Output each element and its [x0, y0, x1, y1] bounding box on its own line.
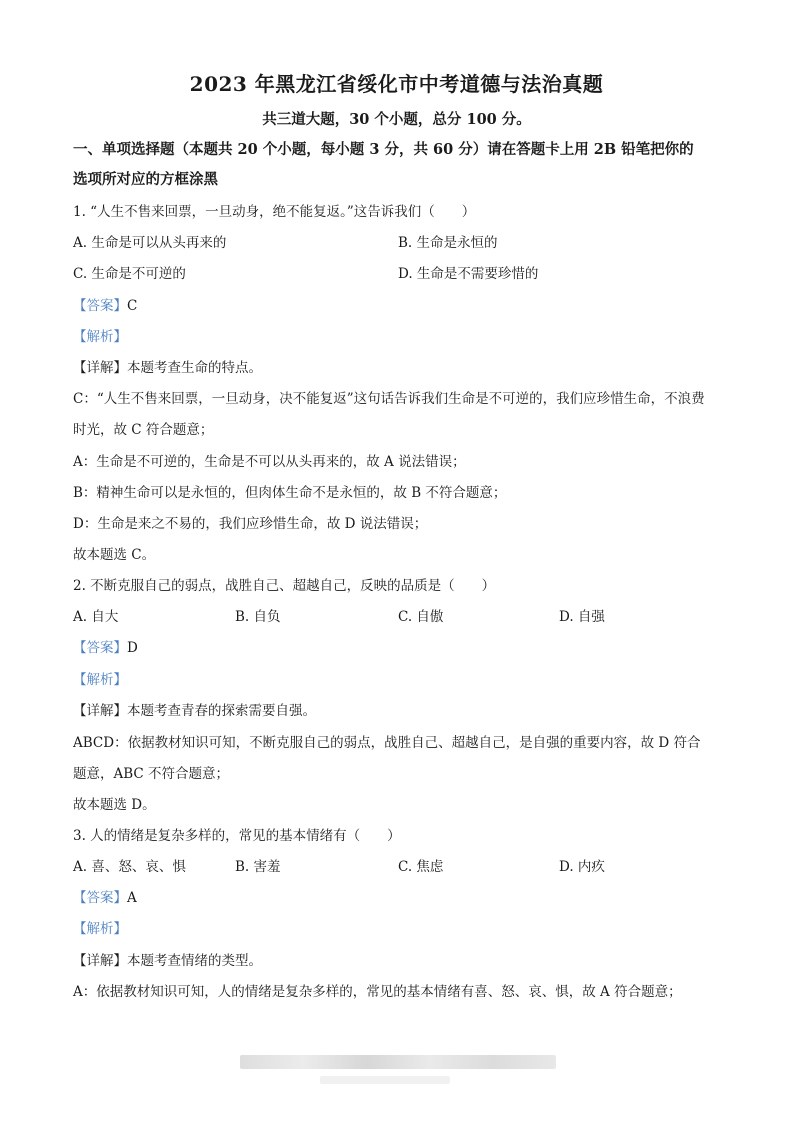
- question-1-stem: 1. “人生不售来回票，一旦动身，绝不能复返。”这告诉我们（ ）: [73, 204, 476, 220]
- page-subtitle: 共三道大题，30 个小题，总分 100 分。: [262, 111, 531, 128]
- question-1-conclusion: 故本题选 C。: [73, 547, 156, 563]
- question-1-option-a: A. 生命是可以从头再来的: [73, 235, 227, 251]
- question-1-option-b: B. 生命是永恒的: [398, 235, 498, 251]
- question-2-explain-line1: ABCD：依据教材知识可知，不断克服自己的弱点，战胜自己、超越自己，是自强的重要内容，故 D 符合: [73, 735, 701, 751]
- question-3-answer: [73, 888, 137, 908]
- question-2-stem: 2. 不断克服自己的弱点，战胜自己、超越自己，反映的品质是（ ）: [73, 578, 496, 594]
- answer-tag: 【答案】: [73, 298, 127, 314]
- question-1-explain-b: B：精神生命可以是永恒的，但肉体生命不是永恒的，故 B 不符合题意；: [73, 485, 507, 501]
- question-1-explain-c-line2: 时光，故 C 符合题意；: [73, 422, 214, 438]
- question-1-option-d: D. 生命是不需要珍惜的: [398, 266, 539, 282]
- question-2-option-a: A. 自大: [73, 609, 119, 625]
- section-heading-line2: 选项所对应的方框涂黑: [73, 171, 218, 188]
- page-title: 2023 年黑龙江省绥化市中考道德与法治真题: [189, 72, 604, 96]
- question-1-detail: 【详解】本题考查生命的特点。: [73, 360, 262, 376]
- question-3-option-d: D. 内疚: [559, 859, 605, 875]
- question-1-explain-c-line1: C：“人生不售来回票，一旦动身，决不能复返”这句话告诉我们生命是不可逆的，我们应珍惜生命，不浪费: [73, 391, 705, 407]
- answer-value: C: [127, 298, 138, 314]
- question-3-analysis-tag: 【解析】: [73, 921, 127, 937]
- question-3-option-a: A. 喜、怒、哀、惧: [73, 859, 186, 875]
- question-2-detail: 【详解】本题考查青春的探索需要自强。: [73, 703, 316, 719]
- answer-tag: 【答案】: [73, 640, 127, 656]
- question-2-explain-line2: 题意，ABC 不符合题意；: [73, 766, 230, 782]
- question-2-conclusion: 故本题选 D。: [73, 797, 156, 813]
- question-3-option-b: B. 害羞: [235, 859, 281, 875]
- question-3-explain-a: A：依据教材知识可知，人的情绪是复杂多样的，常见的基本情绪有喜、怒、哀、惧，故 A 符合题意；: [73, 984, 682, 1000]
- answer-value: A: [127, 890, 137, 906]
- question-1-explain-a: A：生命是不可逆的，生命是不可以从头再来的，故 A 说法错误；: [73, 454, 466, 470]
- question-2-answer: [73, 638, 138, 658]
- answer-value: D: [127, 640, 138, 656]
- question-1-option-c: C. 生命是不可逆的: [73, 266, 186, 282]
- question-3-option-c: C. 焦虑: [398, 859, 444, 875]
- question-1-analysis-tag: 【解析】: [73, 329, 127, 345]
- section-heading-line1: 一、单项选择题（本题共 20 个小题，每小题 3 分，共 60 分）请在答题卡上用 2B 铅笔把你的: [73, 141, 694, 158]
- question-2-option-c: C. 自傲: [398, 609, 444, 625]
- question-2-option-d: D. 自强: [559, 609, 605, 625]
- question-3-detail: 【详解】本题考查情绪的类型。: [73, 953, 262, 969]
- question-2-analysis-tag: 【解析】: [73, 672, 127, 688]
- question-2-option-b: B. 自负: [235, 609, 281, 625]
- blurred-footer-watermark-line2: [320, 1076, 450, 1084]
- question-1-explain-d: D：生命是来之不易的，我们应珍惜生命，故 D 说法错误；: [73, 516, 428, 532]
- answer-tag: 【答案】: [73, 890, 127, 906]
- question-1-answer: [73, 296, 137, 316]
- question-3-stem: 3. 人的情绪是复杂多样的，常见的基本情绪有（ ）: [73, 828, 401, 844]
- blurred-footer-watermark: [240, 1055, 556, 1069]
